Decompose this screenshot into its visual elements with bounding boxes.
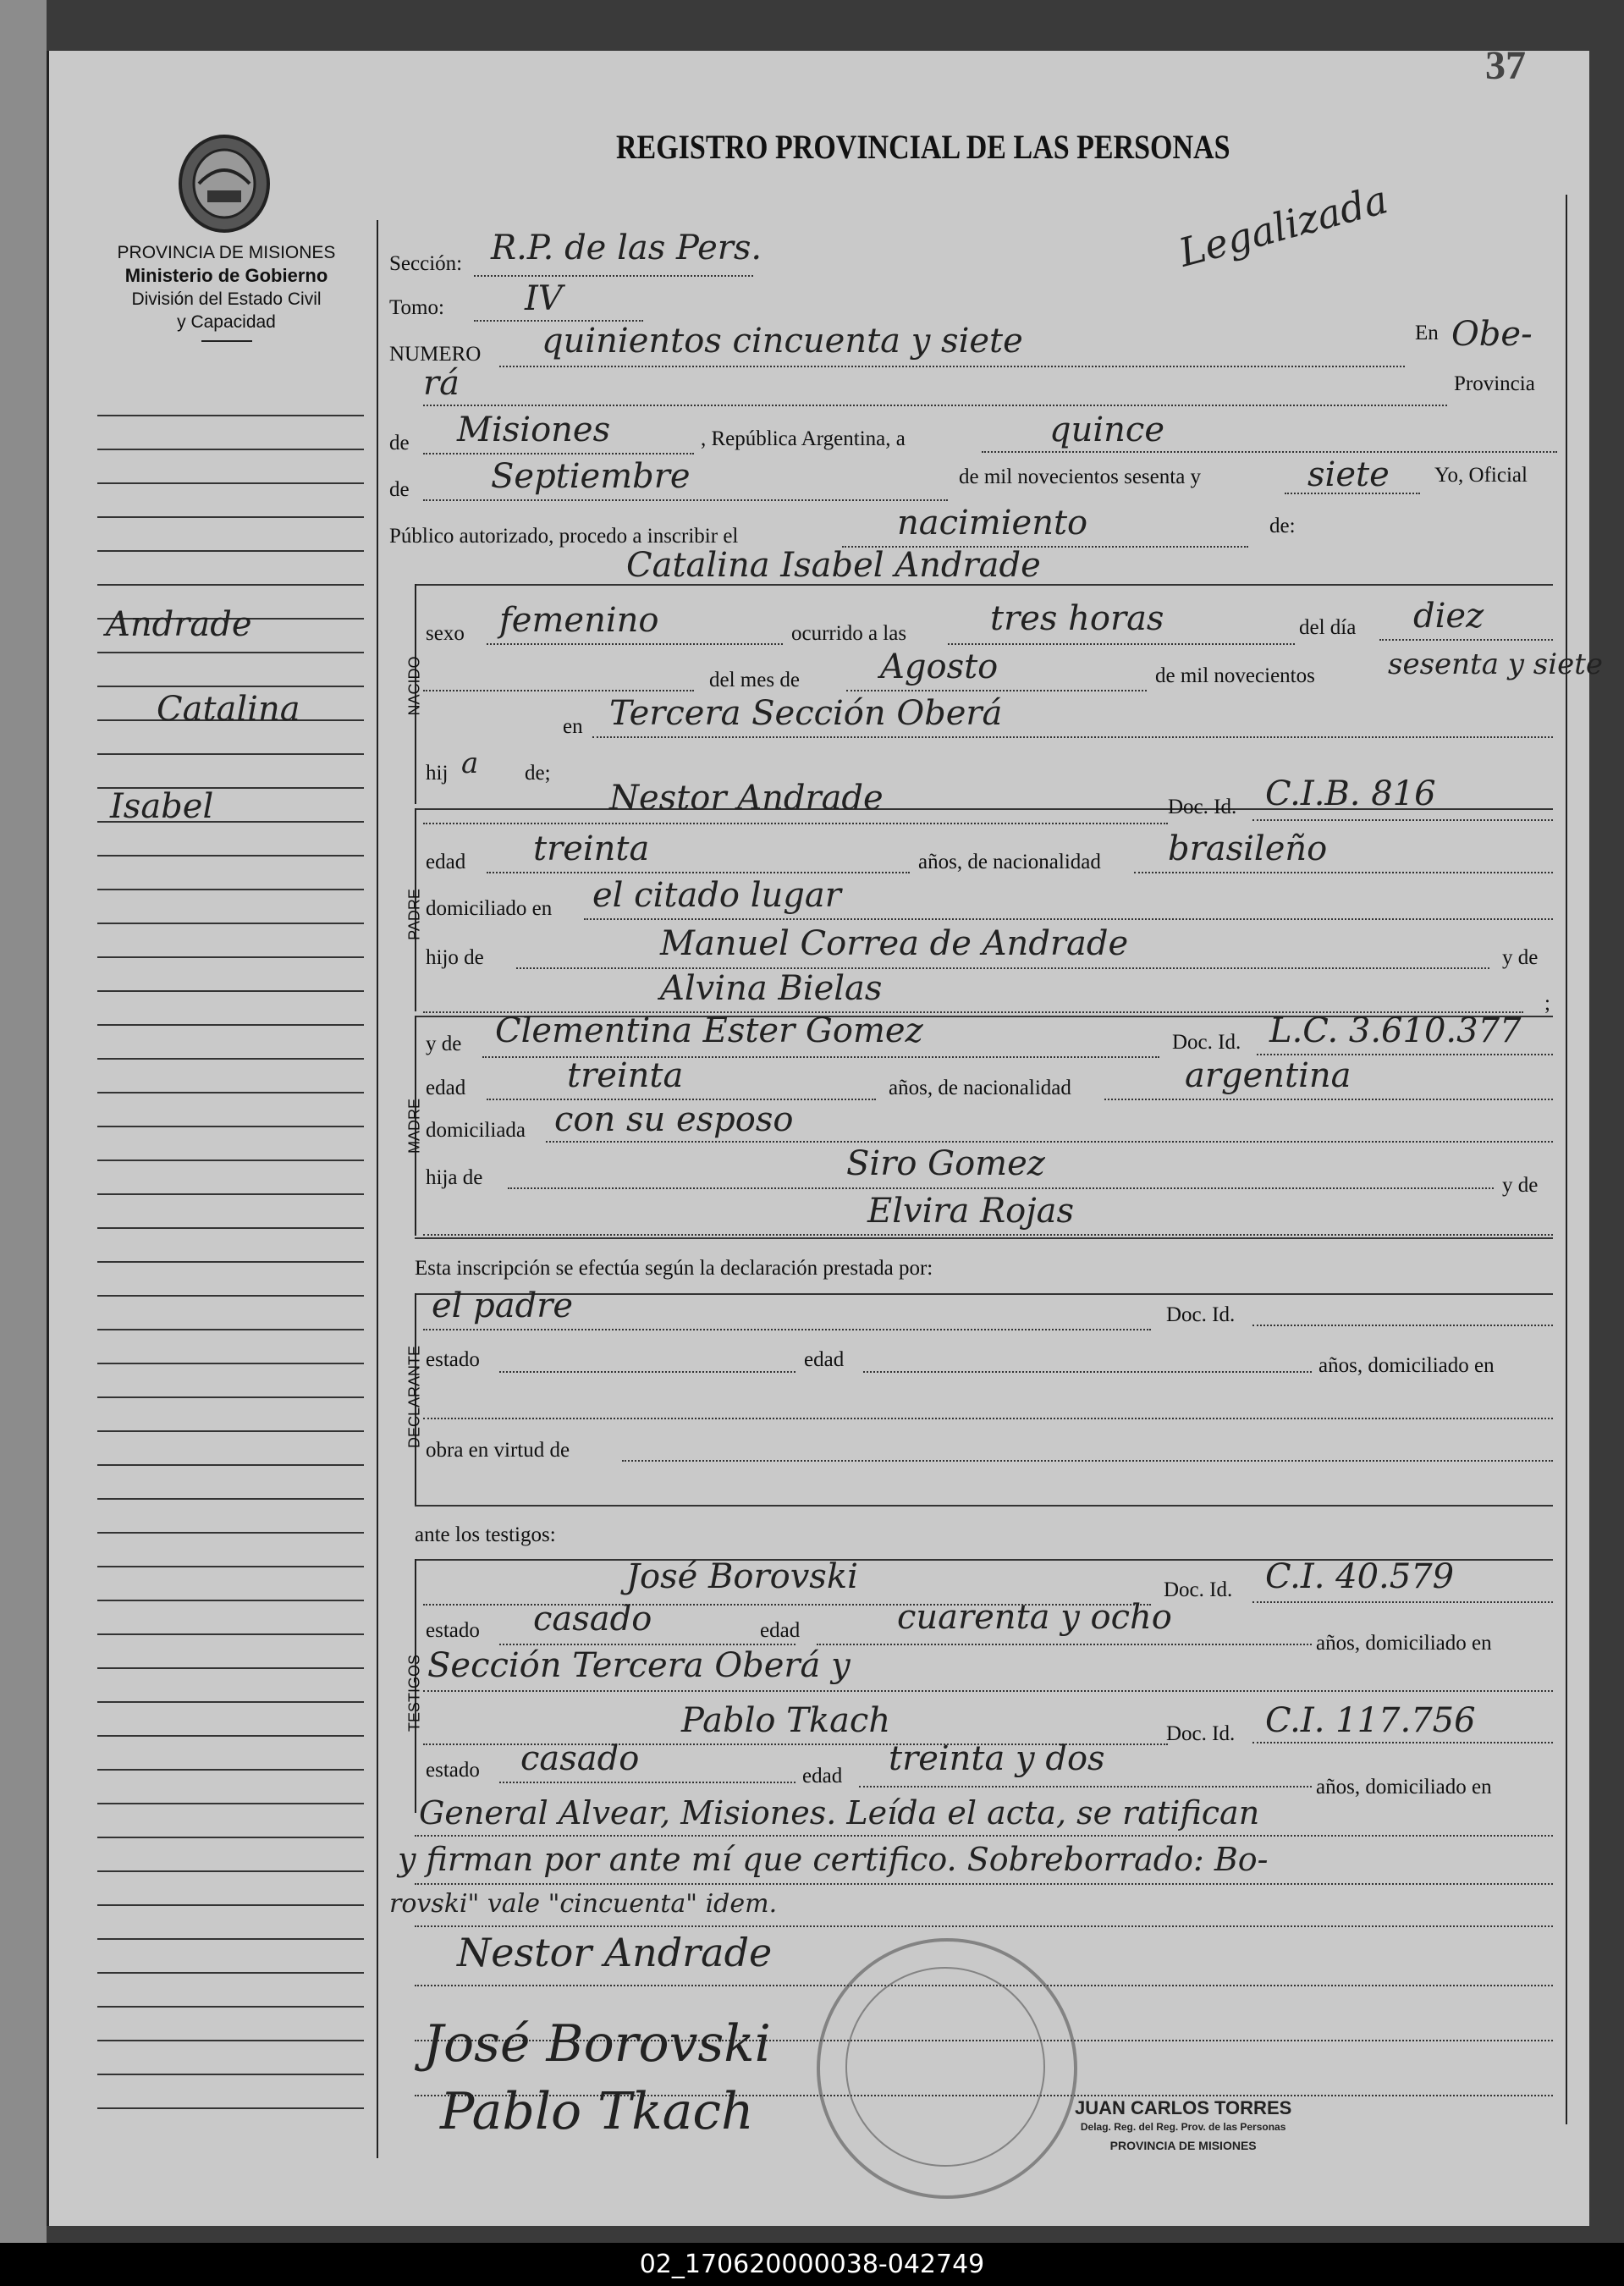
page-title: REGISTRO PROVINCIAL DE LAS PERSONAS	[616, 128, 1230, 166]
witness1-estado-value: casado	[533, 1600, 652, 1639]
act-type-value: nacimiento	[897, 504, 1088, 543]
mother-dom-value: con su esposo	[554, 1100, 794, 1139]
de-mil-label: de mil novecientos sesenta y	[959, 465, 1202, 488]
sexo-label: sexo	[426, 622, 465, 645]
mother-father-value: Siro Gomez	[846, 1144, 1045, 1183]
official-name: JUAN CARLOS TORRES	[1075, 2097, 1292, 2118]
witness2-estado-value: casado	[520, 1739, 640, 1778]
official-signature-block	[1075, 2099, 1291, 2155]
provincia-label: Provincia	[1454, 372, 1535, 395]
witness2-estado-label: estado	[426, 1759, 480, 1782]
margin-surname: Andrade	[106, 605, 252, 644]
province-value: Misiones	[457, 410, 611, 449]
ocurrido-label: ocurrido a las	[791, 622, 907, 645]
mother-nat-label: años, de nacionalidad	[889, 1077, 1071, 1099]
father-y-de-label: y de	[1502, 946, 1539, 969]
mother-mother-value: Elvira Rojas	[867, 1192, 1075, 1231]
witness1-doc-label: Doc. Id.	[1164, 1578, 1233, 1601]
signature-father: Nestor Andrade	[457, 1930, 773, 1975]
official-stamp-icon	[817, 1938, 1077, 2199]
witness1-anos-label: años, domiciliado en	[1316, 1632, 1492, 1655]
side-declarante: DECLARANTE	[405, 1345, 423, 1449]
del-dia-label: del día	[1299, 616, 1357, 639]
side-nacido: NACIDO	[405, 656, 423, 716]
witness2-age-value: treinta y dos	[889, 1739, 1105, 1778]
day-value: quince	[1049, 410, 1164, 449]
signature-witness1: José Borovski	[423, 2014, 771, 2074]
birth-place-value: Tercera Sección Oberá	[609, 694, 1003, 733]
mother-nat-value: argentina	[1185, 1056, 1351, 1095]
witness1-dom-value: Sección Tercera Oberá y	[427, 1646, 851, 1685]
hour-value: tres horas	[990, 599, 1164, 638]
mother-doc-label: Doc. Id.	[1172, 1031, 1241, 1054]
footer-id: 02_170620000038-042749	[0, 2243, 1624, 2286]
father-mother-value: Alvina Bielas	[660, 969, 883, 1008]
birth-month-value: Agosto	[880, 647, 999, 686]
side-madre: MADRE	[405, 1099, 423, 1154]
year-part-value: siete	[1307, 455, 1390, 494]
father-doc-label: Doc. Id.	[1168, 796, 1237, 818]
de-colon-label: de:	[1269, 515, 1296, 537]
en-label: En	[1415, 322, 1439, 344]
tomo-label: Tomo:	[389, 296, 444, 319]
en-birth-label: en	[563, 715, 583, 738]
closing-line-2: y firman por ante mí que certifico. Sobreborrado: Bo-	[398, 1841, 1269, 1878]
margin-divider	[377, 220, 378, 2158]
father-doc-value: C.I.B. 816	[1265, 774, 1436, 813]
del-mes-label: del mes de	[709, 669, 800, 691]
tomo-value: IV	[525, 279, 563, 318]
hija-de-label: hija de	[426, 1166, 483, 1189]
madre-y-de-label: y de	[426, 1033, 462, 1055]
sex-value: femenino	[499, 601, 659, 640]
margin-second-name: Isabel	[110, 787, 214, 826]
document-page	[47, 51, 1589, 2226]
de-label: de	[389, 432, 410, 454]
mother-dom-label: domiciliada	[426, 1119, 526, 1142]
mother-age-value: treinta	[567, 1056, 684, 1095]
witness1-estado-label: estado	[426, 1619, 480, 1642]
father-name-value: Nestor Andrade	[609, 779, 884, 818]
book-edge	[0, 0, 47, 2286]
semicolon-label: ;	[1544, 992, 1550, 1015]
city-value: Obe-	[1451, 315, 1533, 354]
father-edad-label: edad	[426, 851, 466, 873]
declarant-edad-label: edad	[804, 1348, 845, 1371]
father-dom-value: el citado lugar	[592, 876, 841, 915]
province-name: PROVINCIA DE MISIONES	[117, 243, 336, 262]
side-testigos: TESTIGOS	[405, 1655, 423, 1732]
page-number: 37	[1485, 43, 1526, 88]
de-semicolon-label: de;	[525, 762, 551, 785]
inscripcion-label: Esta inscripción se efectúa según la declaración prestada por:	[415, 1257, 933, 1280]
father-father-value: Manuel Correa de Andrade	[660, 924, 1129, 963]
numero-value: quinientos cincuenta y siete	[542, 322, 1023, 361]
declarant-anos-label: años, domiciliado en	[1318, 1354, 1495, 1377]
declarant-doc-label: Doc. Id.	[1166, 1303, 1236, 1326]
de-label-2: de	[389, 478, 410, 501]
legalizada-annotation: Legalizada	[1174, 176, 1393, 276]
declarant-estado-label: estado	[426, 1348, 480, 1371]
witness2-doc-label: Doc. Id.	[1166, 1722, 1236, 1745]
witness2-anos-label: años, domiciliado en	[1316, 1776, 1492, 1799]
hijo-de-label: hijo de	[426, 946, 484, 969]
publico-label: Público autorizado, procedo a inscribir el	[389, 525, 739, 548]
witness2-doc-value: C.I. 117.756	[1265, 1701, 1476, 1740]
closing-line-3: rovski" vale "cincuenta" idem.	[389, 1889, 778, 1919]
capacity-name: y Capacidad	[177, 312, 276, 332]
hij-label: hij	[426, 762, 449, 785]
margin-first-name: Catalina	[157, 690, 300, 729]
mother-y-de-label: y de	[1502, 1174, 1539, 1197]
witness1-edad-label: edad	[760, 1619, 801, 1642]
official-province: PROVINCIA DE MISIONES	[1109, 2139, 1257, 2152]
father-nat-label: años, de nacionalidad	[918, 851, 1101, 873]
obra-label: obra en virtud de	[426, 1439, 570, 1462]
closing-line-1: General Alvear, Misiones. Leída el acta, se ratifican	[419, 1794, 1260, 1832]
side-padre: PADRE	[405, 889, 423, 940]
witness1-name-value: José Borovski	[626, 1557, 858, 1596]
father-age-value: treinta	[533, 829, 650, 868]
republica-label: , República Argentina, a	[701, 427, 906, 450]
city-continuation: rá	[423, 364, 460, 403]
mother-edad-label: edad	[426, 1077, 466, 1099]
birth-year-value: sesenta y siete	[1388, 647, 1604, 681]
birth-day-value: diez	[1413, 597, 1484, 636]
declarant-value: el padre	[432, 1286, 574, 1325]
mother-name-value: Clementina Ester Gomez	[495, 1011, 923, 1050]
child-name-value: Catalina Isabel Andrade	[626, 546, 1041, 585]
numero-label: NUMERO	[389, 343, 482, 366]
mother-doc-value: L.C. 3.610.377	[1269, 1011, 1522, 1050]
witness2-edad-label: edad	[802, 1765, 843, 1787]
witness1-age-value: cuarenta y ocho	[897, 1598, 1172, 1637]
seccion-label: Sección:	[389, 252, 463, 275]
division-name: División del Estado Civil	[131, 289, 322, 309]
provincial-seal-icon	[173, 131, 275, 237]
hij-suffix-value: a	[461, 746, 479, 780]
ante-testigos-label: ante los testigos:	[415, 1523, 556, 1546]
witness1-doc-value: C.I. 40.579	[1265, 1557, 1455, 1596]
official-role: Delag. Reg. del Reg. Prov. de las Personas	[1080, 2121, 1286, 2133]
witness2-name-value: Pablo Tkach	[681, 1701, 891, 1740]
right-border	[1566, 195, 1567, 2124]
de-mil-nov-label: de mil novecientos	[1155, 664, 1315, 687]
yo-oficial-label: Yo, Oficial	[1434, 464, 1528, 487]
month-value: Septiembre	[491, 457, 691, 496]
seccion-value: R.P. de las Pers.	[491, 229, 762, 267]
organization-header	[80, 241, 372, 342]
ministry-name: Ministerio de Gobierno	[124, 265, 328, 286]
signature-witness2: Pablo Tkach	[440, 2082, 754, 2141]
father-dom-label: domiciliado en	[426, 897, 553, 920]
father-nat-value: brasileño	[1168, 829, 1328, 868]
